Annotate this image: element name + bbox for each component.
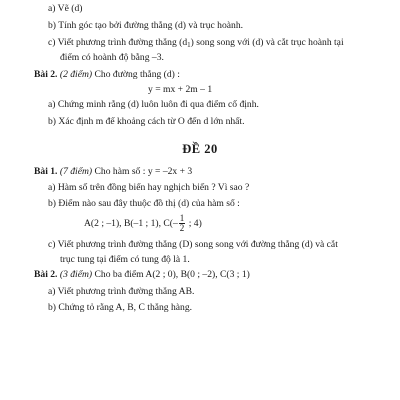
item-1c-post: ) song song với (d) và cắt trục hoành tại — [190, 37, 344, 48]
item-1c-sub: 1 — [187, 41, 191, 49]
section-title: ĐỀ 20 — [182, 142, 218, 156]
exercise-2-prev-heading — [34, 69, 180, 81]
item-1c-line2: điểm có hoành độ bằng –3. — [60, 52, 164, 63]
exercise-text: Cho hàm số : y = –2x + 3 — [94, 166, 193, 177]
points-post: ; 4) — [188, 218, 202, 229]
fraction — [179, 214, 186, 233]
item-a: a) Viết phương trình đường thẳng AB. — [48, 286, 195, 297]
equation: y = mx + 2m – 1 — [148, 84, 213, 95]
item-1a: a) Vẽ (d) — [48, 3, 83, 14]
exercise-text: Cho đường thẳng (d) : — [94, 69, 180, 80]
exercise-2-heading — [34, 269, 250, 281]
item-c: c) Viết phương trình đường thẳng (D) song song với đường thẳng (d) và cắt — [48, 239, 338, 250]
fraction-denominator: 2 — [179, 223, 185, 234]
item-b: b) Chứng tỏ rằng A, B, C thẳng hàng. — [48, 302, 193, 313]
item-b: b) Điểm nào sau đây thuộc đồ thị (d) của hàm số : — [48, 198, 240, 209]
fraction-numerator: 1 — [179, 213, 185, 224]
exercise-points: (7 điểm) — [59, 166, 93, 177]
item-c-line2: trục tung tại điểm có tung độ là 1. — [60, 254, 190, 265]
item-1c-pre: c) Viết phương trình đường thẳng (d — [48, 37, 188, 48]
exercise-label: Bài 1. — [34, 166, 58, 177]
item-a: a) Hàm số trên đồng biến hay nghịch biến ? Vì sao ? — [48, 182, 250, 193]
exercise-points: (3 điểm) — [59, 269, 93, 280]
exercise-1-heading — [34, 166, 192, 178]
item-1c — [48, 37, 344, 51]
item-2a: a) Chứng minh rằng (d) luôn luôn đi qua điểm cố định. — [48, 99, 259, 110]
exercise-label: Bài 2. — [34, 269, 58, 280]
exercise-text: Cho ba điểm A(2 ; 0), B(0 ; –2), C(3 ; 1) — [94, 269, 250, 280]
points-pre: A(2 ; –1), B(–1 ; 1), C(– — [84, 218, 178, 229]
points-list — [84, 214, 202, 234]
exercise-label: Bài 2. — [34, 69, 58, 80]
item-2b: b) Xác định m để khoảng cách từ O đến d lớn nhất. — [48, 116, 245, 127]
item-1b: b) Tính góc tạo bởi đường thẳng (d) và trục hoành. — [48, 20, 244, 31]
exercise-points: (2 điểm) — [59, 69, 93, 80]
